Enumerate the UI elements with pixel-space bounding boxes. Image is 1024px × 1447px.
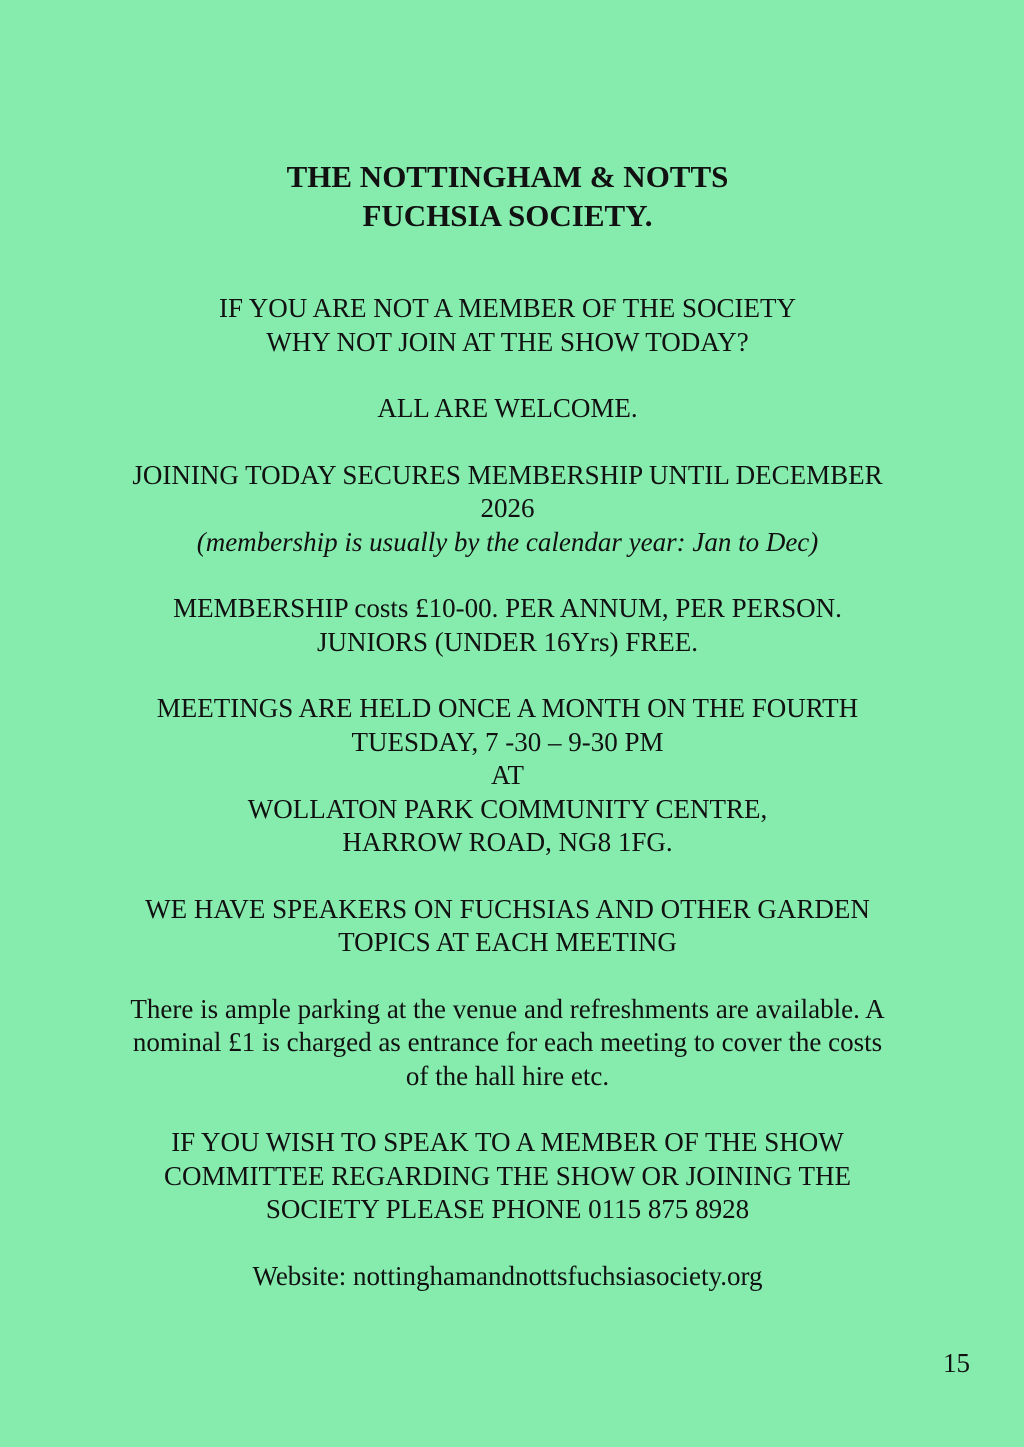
title-line-2: FUCHSIA SOCIETY. [362, 198, 653, 233]
cost-line-1: MEMBERSHIP costs £10-00. PER ANNUM, PER PERSON. [173, 593, 842, 623]
parking-line-2: nominal £1 is charged as entrance for each meeting to cover the costs [132, 1027, 883, 1057]
invite-line-2: WHY NOT JOIN AT THE SHOW TODAY? [266, 326, 749, 357]
website-info [80, 1260, 935, 1294]
meetings-line-4: WOLLATON PARK COMMUNITY CENTRE, [247, 793, 768, 824]
parking-line-3: of the hall hire etc. [405, 1060, 610, 1091]
contact-line-2: COMMITTEE REGARDING THE SHOW OR JOINING THE [164, 1160, 851, 1191]
title-line-1: THE NOTTINGHAM & NOTTS [286, 159, 729, 194]
website-line: Website: nottinghamandnottsfuchsiasociety.org [252, 1260, 763, 1291]
joining-line-2: 2026 [480, 493, 535, 523]
welcome-line: ALL ARE WELCOME. [377, 393, 638, 423]
speakers-line-1: WE HAVE SPEAKERS ON FUCHSIAS AND OTHER GARDEN [145, 893, 870, 924]
meetings-line-1: MEETINGS ARE HELD ONCE A MONTH ON THE FOURTH [156, 693, 859, 723]
page-content [80, 157, 935, 1293]
page-number: 15 [943, 1348, 970, 1378]
contact-info [80, 1126, 935, 1227]
parking-info [80, 993, 935, 1094]
page-title [80, 157, 935, 235]
joining-line-1: JOINING TODAY SECURES MEMBERSHIP UNTIL DECEMBER [132, 459, 883, 490]
meetings-line-3: AT [491, 760, 524, 790]
speakers-info [80, 893, 935, 960]
contact-line-1: IF YOU WISH TO SPEAK TO A MEMBER OF THE SHOW [171, 1127, 844, 1157]
cost-line-2: JUNIORS (UNDER 16Yrs) FREE. [316, 626, 698, 657]
meetings-line-2: TUESDAY, 7 -30 – 9-30 PM [351, 726, 664, 757]
joining-note: (membership is usually by the calendar year: Jan to Dec) [196, 526, 819, 557]
parking-line-1: There is ample parking at the venue and refreshments are available. A [130, 993, 885, 1024]
meetings-line-5: HARROW ROAD, NG8 1FG. [342, 827, 673, 857]
meeting-details [80, 692, 935, 860]
joining-info [80, 459, 935, 560]
invite-line-1: IF YOU ARE NOT A MEMBER OF THE SOCIETY [218, 293, 797, 323]
speakers-line-2: TOPICS AT EACH MEETING [338, 927, 677, 957]
welcome-text [80, 392, 935, 426]
contact-line-3: SOCIETY PLEASE PHONE 0115 875 8928 [265, 1194, 750, 1224]
join-invitation [80, 292, 935, 359]
membership-cost [80, 592, 935, 659]
